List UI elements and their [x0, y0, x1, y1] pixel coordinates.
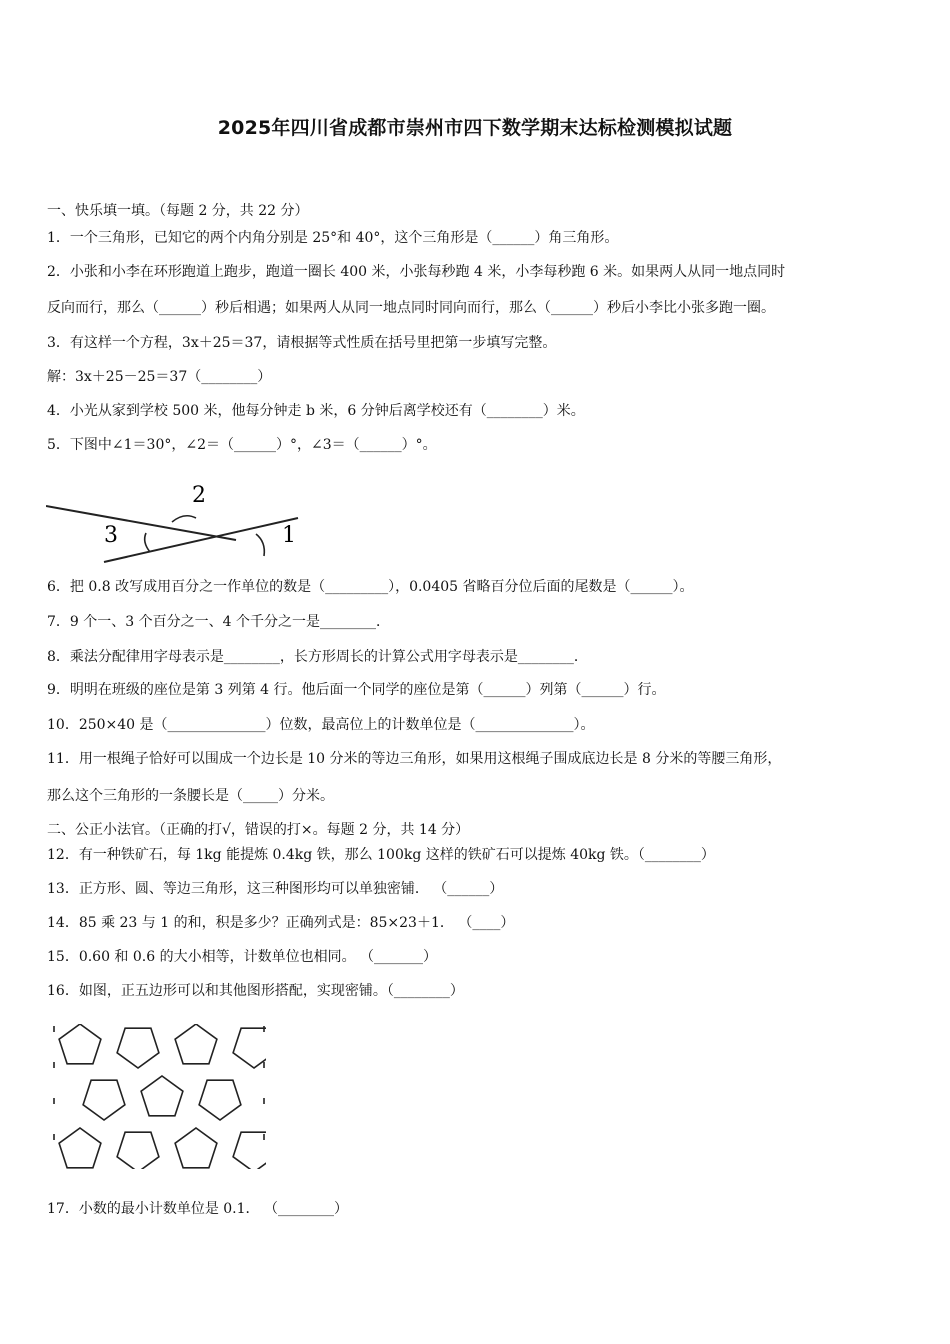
question-3: 3．有这样一个方程，3x＋25＝37，请根据等式性质在括号里把第一步填写完整。 — [47, 335, 557, 351]
question-11-line-1: 11．用一根绳子恰好可以围成一个边长是 10 分米的等边三角形，如果用这根绳子围成底边长是 8 分米的等腰三角形， — [47, 751, 782, 767]
angle-label-3: 3 — [104, 523, 118, 548]
section-heading-2: 二、公正小法官。（正确的打√，错误的打×。每题 2 分，共 14 分） — [47, 822, 470, 838]
question-8: 8．乘法分配律用字母表示是________，长方形周长的计算公式用字母表示是________． — [47, 649, 588, 665]
pentagon-tile — [175, 1024, 217, 1064]
question-5: 5．下图中∠1＝30°，∠2＝（______）°，∠3＝（______）°。 — [47, 437, 437, 453]
pentagon-tessellation-figure — [52, 1024, 266, 1169]
question-16: 16．如图，正五边形可以和其他图形搭配，实现密铺。（________） — [47, 983, 464, 999]
question-17: 17．小数的最小计数单位是 0.1． （________） — [47, 1201, 348, 1217]
pentagon-tile — [83, 1080, 125, 1120]
question-10: 10．250×40 是（______________）位数，最高位上的计数单位是（______________）。 — [47, 717, 595, 733]
question-15: 15．0.60 和 0.6 的大小相等，计数单位也相同。 （_______） — [47, 949, 438, 965]
question-9: 9．明明在班级的座位是第 3 列第 4 行。他后面一个同学的座位是第（______）列第（______）行。 — [47, 682, 666, 698]
question-12: 12．有一种铁矿石，每 1kg 能提炼 0.4kg 铁，那么 100kg 这样的铁矿石可以提炼 40kg 铁。（________） — [47, 847, 715, 863]
pentagon-tile — [117, 1028, 159, 1068]
pentagon-tile — [175, 1128, 217, 1168]
question-14: 14．85 乘 23 与 1 的和，积是多少？正确列式是：85×23＋1． （____） — [47, 915, 515, 931]
question-1: 1．一个三角形，已知它的两个内角分别是 25°和 40°，这个三角形是（______）角三角形。 — [47, 230, 619, 246]
page-title: 2025年四川省成都市崇州市四下数学期末达标检测模拟试题 — [217, 117, 733, 139]
pentagon-tile — [59, 1024, 101, 1064]
section-heading-1: 一、快乐填一填。（每题 2 分，共 22 分） — [47, 203, 309, 219]
question-6: 6．把 0.8 改写成用百分之一作单位的数是（_________），0.0405 省略百分位后面的尾数是（______）。 — [47, 579, 694, 595]
pentagon-tile — [117, 1132, 159, 1169]
question-7: 7．9 个一、3 个百分之一、4 个千分之一是________． — [47, 614, 390, 630]
angle-figure — [46, 478, 302, 564]
angle-label-1: 1 — [282, 523, 296, 548]
question-3-solution: 解：3x＋25－25＝37（________） — [47, 369, 272, 385]
angle-1-arc — [256, 534, 264, 556]
angle-3-arc — [145, 533, 150, 552]
pentagon-tile — [141, 1076, 183, 1116]
angle-label-2: 2 — [192, 483, 206, 508]
pentagon-tile — [233, 1028, 266, 1068]
question-4: 4．小光从家到学校 500 米，他每分钟走 b 米，6 分钟后离学校还有（________）米。 — [47, 403, 585, 419]
question-13: 13．正方形、圆、等边三角形，这三种图形均可以单独密铺． （______） — [47, 881, 504, 897]
pentagon-tile — [233, 1132, 266, 1169]
angle-2-arc — [172, 516, 196, 522]
pentagon-tile — [199, 1080, 241, 1120]
question-2-line-1: 2．小张和小李在环形跑道上跑步，跑道一圈长 400 米，小张每秒跑 4 米，小李每秒跑 6 米。如果两人从同一地点同时 — [47, 264, 786, 280]
question-2-line-2: 反向而行，那么（______）秒后相遇；如果两人从同一地点同时同向而行，那么（______）秒后小李比小张多跑一圈。 — [47, 300, 775, 316]
pentagon-tile — [59, 1128, 101, 1168]
question-11-line-2: 那么这个三角形的一条腰长是（_____）分米。 — [47, 788, 334, 804]
